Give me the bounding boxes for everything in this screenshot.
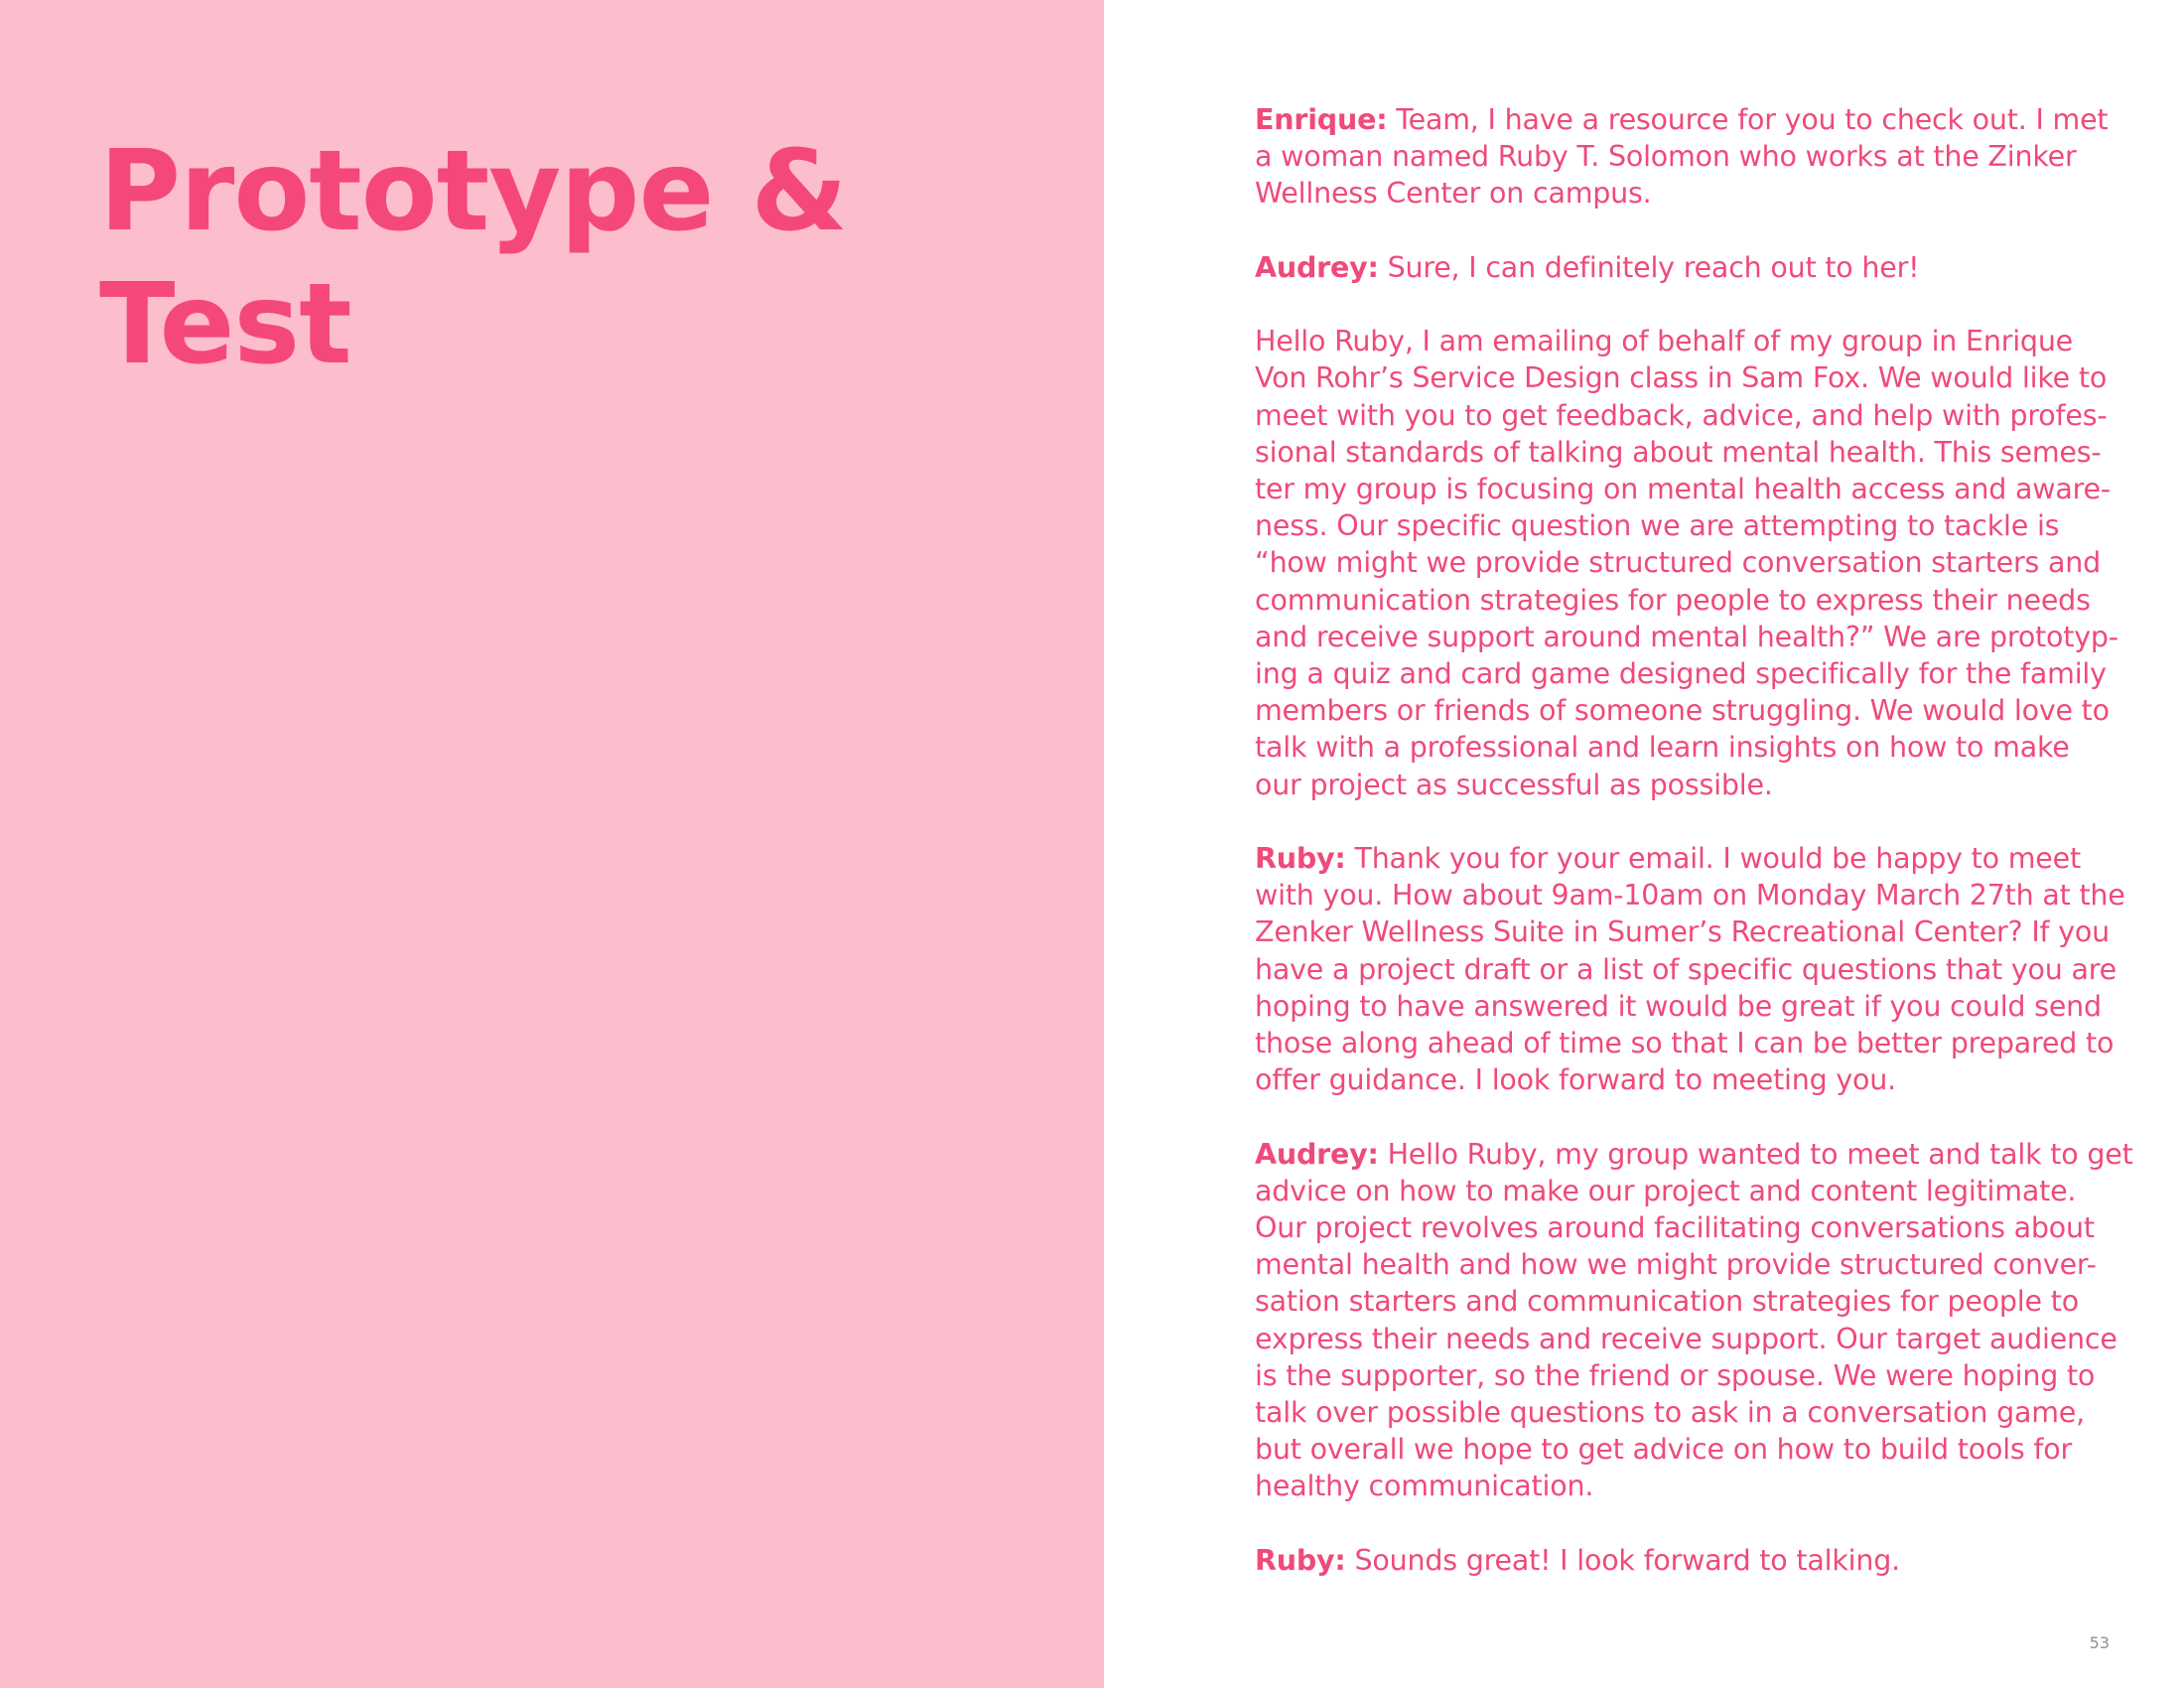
message-line: communication strategies for people to express their needs	[1255, 583, 2091, 617]
message-enrique	[1255, 101, 2128, 212]
speaker-label: Audrey:	[1255, 250, 1379, 284]
message-ruby-1	[1255, 840, 2128, 1098]
message-line: talk with a professional and learn insights on how to make	[1255, 731, 2070, 765]
message-line	[1255, 1136, 2133, 1173]
message-line: Zenker Wellness Suite in Sumer’s Recreational Center? If you	[1255, 915, 2110, 949]
message-line: our project as successful as possible.	[1255, 768, 1773, 801]
message-line: meet with you to get feedback, advice, and help with profes-	[1255, 398, 2108, 432]
message-line: advice on how to make our project and content legitimate.	[1255, 1174, 2077, 1207]
message-text: Hello Ruby, my group wanted to meet and talk to get	[1387, 1137, 2133, 1171]
message-line: hoping to have answered it would be great if you could send	[1255, 989, 2102, 1023]
message-audrey-2	[1255, 1136, 2133, 1505]
message-line: those along ahead of time so that I can be better prepared to	[1255, 1027, 2115, 1060]
page-title-line-2: Test	[99, 260, 351, 389]
message-line: ing a quiz and card game designed specifically for the family	[1255, 657, 2107, 691]
message-line	[1255, 840, 2128, 877]
page-title	[99, 125, 993, 391]
message-text: Sounds great! I look forward to talking.	[1354, 1543, 1900, 1577]
message-audrey-1	[1255, 249, 2128, 286]
page-number: 53	[2089, 1633, 2110, 1652]
message-line: Von Rohr’s Service Design class in Sam Fox. We would like to	[1255, 361, 2108, 395]
message-ruby-2	[1255, 1542, 2128, 1579]
message-line: mental health and how we might provide structured conver-	[1255, 1248, 2097, 1282]
message-line	[1255, 101, 2128, 138]
message-text: Team, I have a resource for you to check out. I met	[1396, 103, 2109, 136]
message-line: express their needs and receive support. Our target audience	[1255, 1322, 2117, 1355]
message-line: and receive support around mental health?” We are prototyp-	[1255, 620, 2118, 653]
message-text: Sure, I can definitely reach out to her!	[1387, 250, 1920, 284]
message-line: sation starters and communication strategies for people to	[1255, 1285, 2079, 1319]
right-panel	[1104, 0, 2184, 1688]
message-line: a woman named Ruby T. Solomon who works at the Zinker	[1255, 140, 2077, 174]
message-email	[1255, 323, 2128, 803]
page-title-line-1: Prototype &	[99, 127, 848, 256]
message-line: with you. How about 9am-10am on Monday March 27th at the	[1255, 879, 2125, 913]
speaker-label: Enrique:	[1255, 103, 1388, 136]
message-line: have a project draft or a list of specific questions that you are	[1255, 952, 2116, 986]
message-line: offer guidance. I look forward to meeting you.	[1255, 1063, 1897, 1097]
message-line: talk over possible questions to ask in a conversation game,	[1255, 1396, 2085, 1430]
message-line: Wellness Center on campus.	[1255, 177, 1652, 211]
message-line: “how might we provide structured conversation starters and	[1255, 546, 2101, 580]
message-line: sional standards of talking about mental health. This semes-	[1255, 435, 2102, 469]
message-line: ter my group is focusing on mental health access and aware-	[1255, 473, 2111, 505]
dialogue-column	[1255, 101, 2133, 1616]
message-line: ness. Our specific question we are attempting to tackle is	[1255, 509, 2060, 543]
speaker-label: Ruby:	[1255, 1543, 1346, 1577]
message-line	[1255, 1542, 2128, 1579]
message-line: Our project revolves around facilitating conversations about	[1255, 1211, 2095, 1245]
message-line: is the supporter, so the friend or spouse. We were hoping to	[1255, 1358, 2096, 1392]
speaker-label: Audrey:	[1255, 1137, 1379, 1171]
message-line: Hello Ruby, I am emailing of behalf of my group in Enrique	[1255, 325, 2074, 358]
message-line: healthy communication.	[1255, 1470, 1594, 1503]
message-line: but overall we hope to get advice on how to build tools for	[1255, 1433, 2073, 1467]
speaker-label: Ruby:	[1255, 842, 1346, 876]
message-line	[1255, 249, 2128, 286]
message-text: Thank you for your email. I would be happy to meet	[1354, 842, 2081, 876]
message-line: members or friends of someone struggling. We would love to	[1255, 694, 2110, 728]
